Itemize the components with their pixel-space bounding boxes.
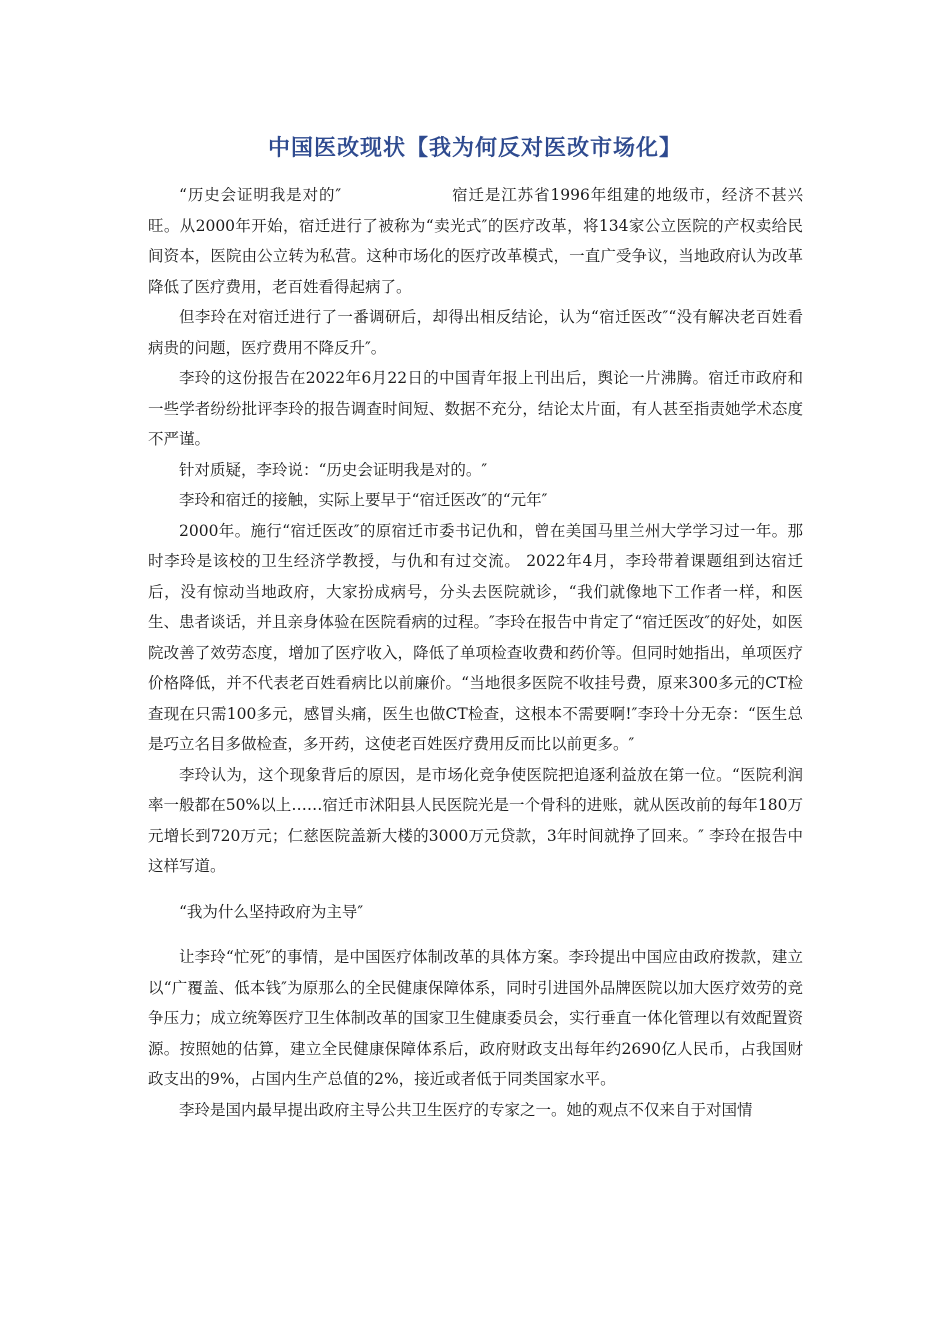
document-title: 中国医改现状【我为何反对医改市场化】 xyxy=(267,136,682,161)
intro-quote: “历史会证明我是对的″ xyxy=(179,186,342,204)
paragraph: 2000年。施行“宿迁医改″的原宿迁市委书记仇和，曾在美国马里兰州大学学习过一年。那时李玲是该校的卫生经济学教授，与仇和有过交流。 2022年4月，李玲带着课题组到达宿迁后，没有惊动当地政府，大家扮成病号，分头去医院就诊，“我们就像地下工作者一样，和医生、患者谈话，并且亲身体验在医院看病的过程。″李玲在报告中肯定了“宿迁医改″的好处，如医院改善了效劳态度，增加了医疗收入，降低了单项检查收费和药价等。但同时她指出，单项医疗价格降低，并不代表老百姓看病比以前廉价。“当地很多医院不收挂号费，原来300多元的CT检查现在只需100多元，感冒头痛，医生也做CT检查，这根本不需要啊!″李玲十分无奈：“医生总是巧立名目多做检查，多开药，这使老百姓医疗费用反而比以前更多。″ xyxy=(148,521,804,753)
paragraph: 但李玲在对宿迁进行了一番调研后，却得出相反结论，认为“宿迁医改″“没有解决老百姓看病贵的问题，医疗费用不降反升″。 xyxy=(148,308,803,357)
paragraph: 让李玲“忙死″的事情，是中国医疗体制改革的具体方案。李玲提出中国应由政府拨款，建立以“广覆盖、低本钱″为原那么的全民健康保障体系，同时引进国外品牌医院以加大医疗效劳的竞争压力；成立统筹医疗卫生体制改革的国家卫生健康委员会，实行垂直一体化管理以有效配置资源。按照她的估算，建立全民健康保障体系后，政府财政支出每年约2690亿人民币，占我国财政支出的9%，占国内生产总值的2%，接近或者低于同类国家水平。 xyxy=(148,948,803,1088)
paragraph: 李玲认为，这个现象背后的原因，是市场化竞争使医院把追逐利益放在第一位。“医院利润率一般都在50%以上……宿迁市沭阳县人民医院光是一个骨科的进账，就从医改前的每年180万元增长到720万元；仁慈医院盖新大楼的3000万元贷款，3年时间就挣了回来。″ 李玲在报告中这样写道。 xyxy=(148,765,803,875)
document-body xyxy=(148,180,803,1125)
paragraph: 李玲的这份报告在2022年6月22日的中国青年报上刊出后，舆论一片沸腾。宿迁市政府和一些学者纷纷批评李玲的报告调查时间短、数据不充分，结论太片面，有人甚至指责她学术态度不严谨。 xyxy=(148,369,803,448)
intro-paragraph xyxy=(148,180,803,302)
paragraph: 李玲是国内最早提出政府主导公共卫生医疗的专家之一。她的观点不仅来自于对国情 xyxy=(179,1100,753,1119)
intro-text: 宿迁是江苏省1996年组建的地级市，经济不甚兴旺。从2000年开始，宿迁进行了被称为“卖光式″的医疗改革，将134家公立医院的产权卖给民间资本，医院由公立转为私营。这种市场化的医疗改革模式，一直广受争议，当地政府认为改革降低了医疗费用，老百姓看得起病了。 xyxy=(148,186,804,296)
paragraph: 李玲和宿迁的接触，实际上要早于“宿迁医改″的“元年″ xyxy=(179,491,548,509)
section-subheading: “我为什么坚持政府为主导″ xyxy=(179,902,364,921)
paragraph: 针对质疑，李玲说：“历史会证明我是对的。″ xyxy=(179,460,488,479)
